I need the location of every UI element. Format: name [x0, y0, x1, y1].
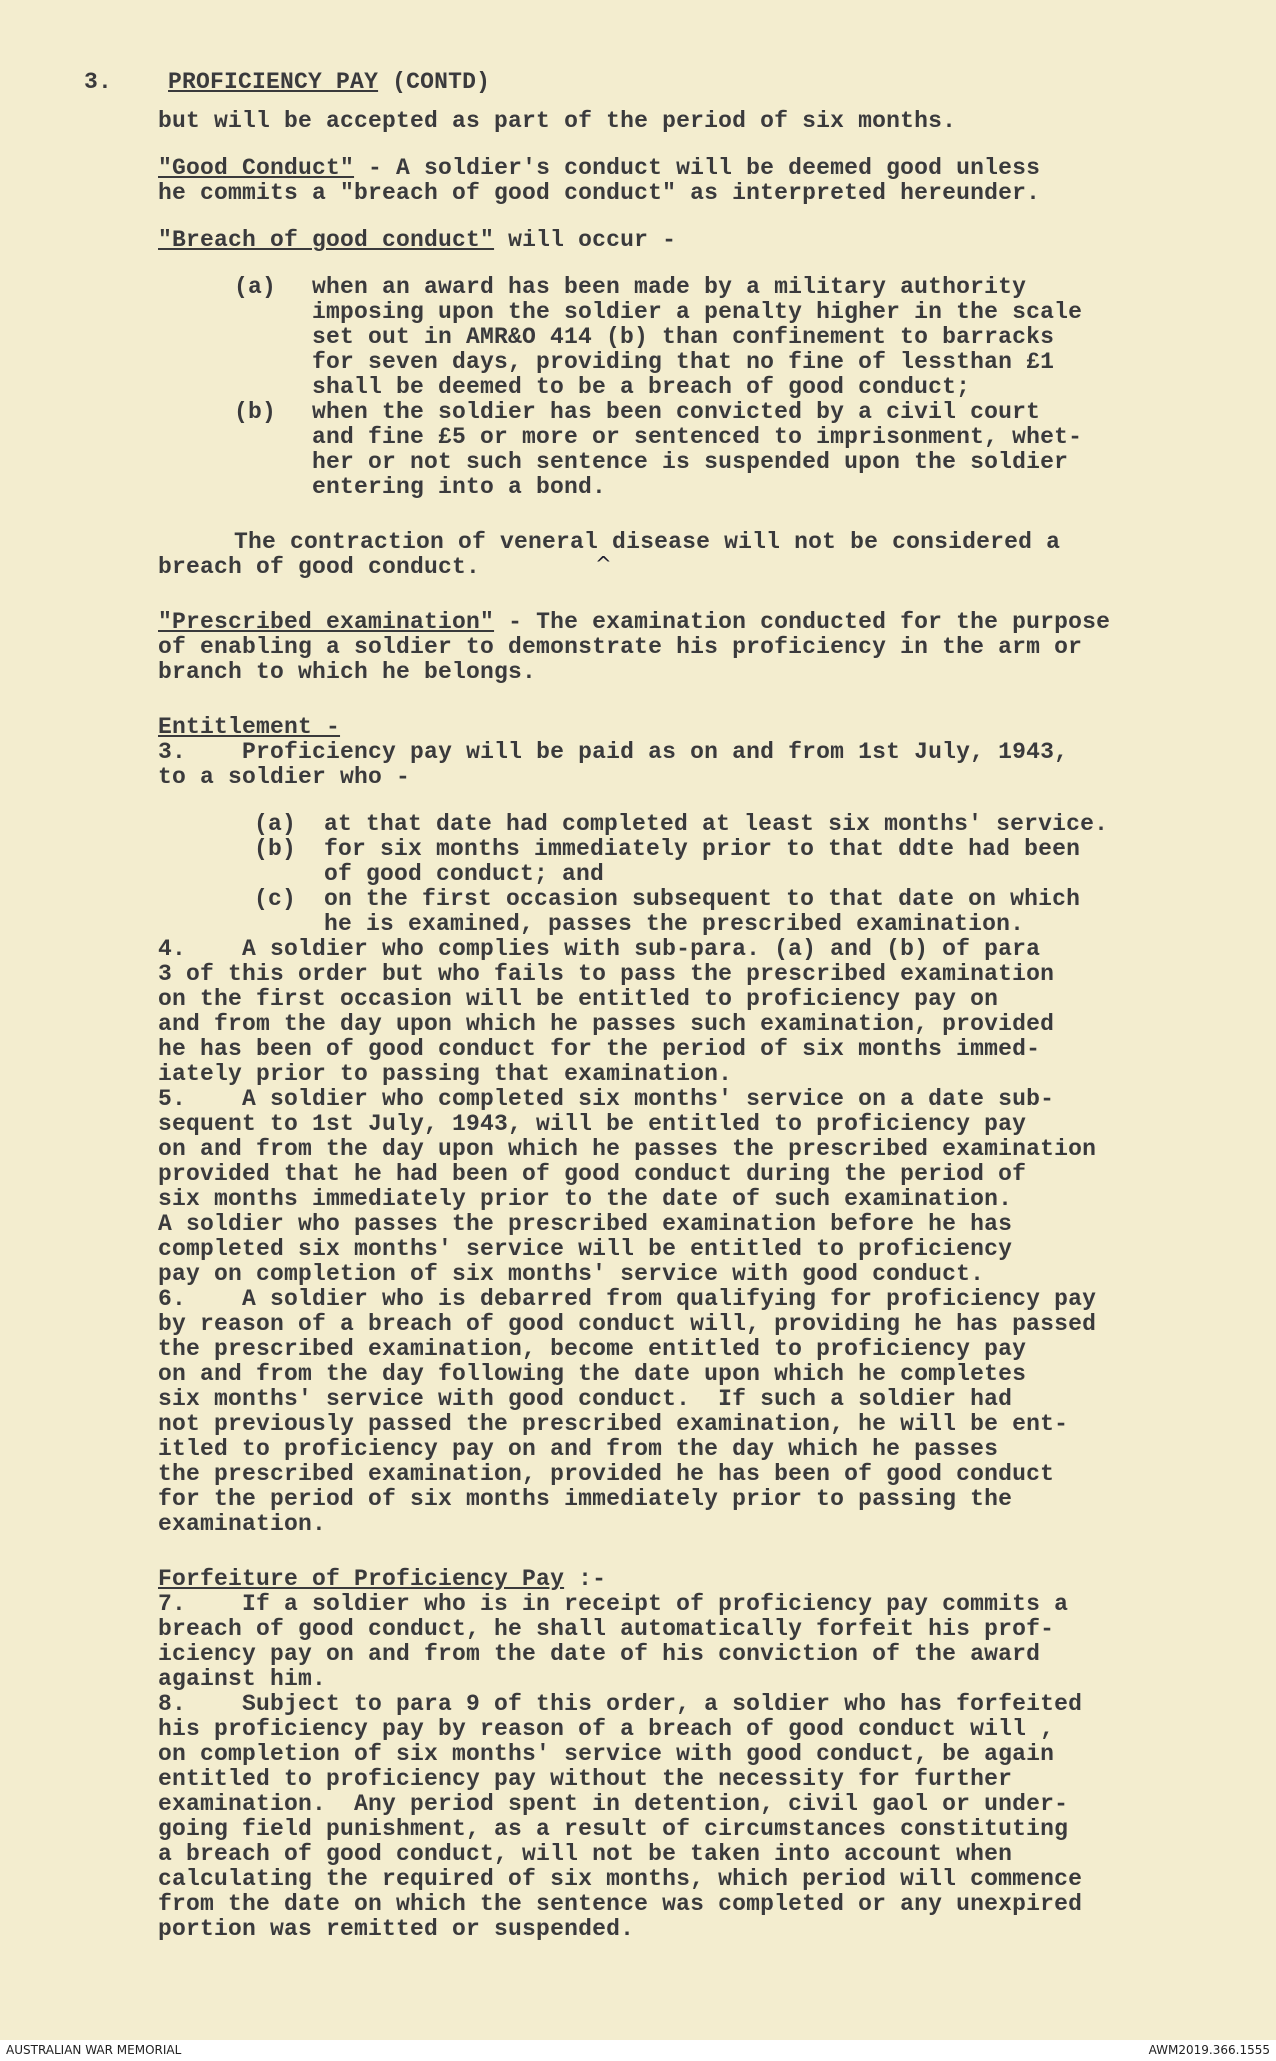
para5-line: six months immediately prior to the date of such examination.	[158, 1186, 1013, 1212]
breach-item-label: (a)	[234, 274, 277, 300]
breach-item-line: imposing upon the soldier a penalty higher in the scale	[312, 299, 1083, 325]
entitlement-heading: Entitlement -	[158, 714, 341, 740]
para8-line: 8. Subject to para 9 of this order, a soldier who has forfeited	[158, 1691, 1083, 1717]
breach-items	[84, 275, 1184, 500]
entitlement-item-line: of good conduct; and	[324, 861, 605, 887]
breach-item-label: (b)	[234, 399, 277, 425]
entitlement-section	[84, 715, 1184, 790]
para5-line: A soldier who passes the prescribed examination before he has	[158, 1211, 1013, 1237]
entitlement-item-line: he is examined, passes the prescribed examination.	[324, 911, 1025, 937]
para8-line: on completion of six months' service with good conduct, be again	[158, 1741, 1055, 1767]
venereal-line2: breach of good conduct.	[158, 554, 481, 580]
para5-line: sequent to 1st July, 1943, will be entitled to proficiency pay	[158, 1111, 1027, 1137]
breach-rest: will occur -	[494, 227, 677, 253]
entitlement-item-label: (c)	[254, 886, 297, 912]
breach-item-line: for seven days, providing that no fine of lessthan £1	[312, 349, 1055, 375]
para8-line: going field punishment, as a result of circumstances constituting	[158, 1816, 1069, 1842]
para3-line2: to a soldier who -	[158, 764, 411, 790]
entitlement-item-line: for six months immediately prior to that ddte had been	[324, 836, 1081, 862]
para6-line: for the period of six months immediately prior to passing the	[158, 1486, 1013, 1512]
para8-line: from the date on which the sentence was completed or any unexpired	[158, 1891, 1083, 1917]
para8-line: his proficiency pay by reason of a breach of good conduct will ,	[158, 1716, 1055, 1742]
para7-line: against him.	[158, 1666, 327, 1692]
prescribed-definition	[84, 610, 1184, 685]
para6-line: the prescribed examination, become entitled to proficiency pay	[158, 1336, 1027, 1362]
para8-line: examination. Any period spent in detention, civil gaol or under-	[158, 1791, 1069, 1817]
para6-line: itled to proficiency pay on and from the day which he passes	[158, 1436, 999, 1462]
paragraph-6	[84, 1287, 1184, 1537]
handwritten-caret-mark: ^	[595, 552, 612, 576]
venereal-paragraph	[84, 530, 1184, 580]
para3-number: 3.	[158, 739, 187, 765]
breach-item-line: set out in AMR&O 414 (b) than confinement to barracks	[312, 324, 1055, 350]
paragraph-5	[84, 1087, 1184, 1287]
section-number: 3.	[84, 69, 113, 95]
good-conduct-definition	[84, 156, 1184, 206]
para7-line: 7. If a soldier who is in receipt of proficiency pay commits a	[158, 1591, 1069, 1617]
para6-line: on and from the day following the date upon which he completes	[158, 1361, 1027, 1387]
breach-item-b	[234, 400, 1184, 500]
para6-line: not previously passed the prescribed examination, he will be ent-	[158, 1411, 1069, 1437]
paragraph-4	[84, 937, 1184, 1087]
entitlement-item-a	[254, 812, 1184, 837]
para7-line: breach of good conduct, he shall automatically forfeit his prof-	[158, 1616, 1055, 1642]
forfeiture-heading: Forfeiture of Proficiency Pay	[158, 1566, 565, 1592]
footer-institution: AUSTRALIAN WAR MEMORIAL	[6, 2043, 182, 2057]
intro-line: but will be accepted as part of the period of six months.	[158, 108, 957, 134]
good-conduct-line1: - A soldier's conduct will be deemed good unless	[354, 155, 1041, 181]
para4-line: 4. A soldier who complies with sub-para. (a) and (b) of para	[158, 936, 1041, 962]
good-conduct-term: "Good Conduct"	[158, 155, 355, 181]
para8-line: calculating the required of six months, which period will commence	[158, 1866, 1083, 1892]
para4-line: and from the day upon which he passes such examination, provided	[158, 1011, 1055, 1037]
document-body	[84, 70, 1184, 1942]
para4-line: 3 of this order but who fails to pass the prescribed examination	[158, 961, 1055, 987]
breach-item-line: when the soldier has been convicted by a civil court	[312, 399, 1041, 425]
para6-line: the prescribed examination, provided he has been of good conduct	[158, 1461, 1055, 1487]
para6-line: six months' service with good conduct. If such a soldier had	[158, 1386, 1013, 1412]
entitlement-items	[84, 812, 1184, 937]
prescribed-term: "Prescribed examination"	[158, 609, 495, 635]
para6-line: by reason of a breach of good conduct will, providing he has passed	[158, 1311, 1097, 1337]
section-contd: (CONTD)	[392, 69, 491, 95]
breach-term: "Breach of good conduct"	[158, 227, 495, 253]
entitlement-item-label: (b)	[254, 836, 297, 862]
para5-line: pay on completion of six months' service with good conduct.	[158, 1261, 985, 1287]
venereal-line1: The contraction of veneral disease will not be considered a	[234, 529, 1061, 555]
para8-line: entitled to proficiency pay without the necessity for further	[158, 1766, 1013, 1792]
breach-item-line: and fine £5 or more or sentenced to imprisonment, whet-	[312, 424, 1083, 450]
archive-footer	[0, 2040, 1276, 2061]
entitlement-item-c	[254, 887, 1184, 937]
section-title: PROFICIENCY PAY	[168, 69, 379, 95]
para6-line: examination.	[158, 1511, 327, 1537]
entitlement-item-line: at that date had completed at least six months' service.	[324, 811, 1109, 837]
breach-item-line: when an award has been made by a military authority	[312, 274, 1027, 300]
para5-line: completed six months' service will be entitled to proficiency	[158, 1236, 1013, 1262]
para4-line: he has been of good conduct for the period of six months immed-	[158, 1036, 1041, 1062]
breach-definition	[84, 228, 1184, 253]
breach-item-line: shall be deemed to be a breach of good conduct;	[312, 374, 971, 400]
para5-line: 5. A soldier who completed six months' service on a date sub-	[158, 1086, 1055, 1112]
para8-line: portion was remitted or suspended.	[158, 1916, 635, 1942]
para5-line: provided that he had been of good conduct during the period of	[158, 1161, 1027, 1187]
entitlement-item-label: (a)	[254, 811, 297, 837]
prescribed-line3: branch to which he belongs.	[158, 659, 537, 685]
para5-line: on and from the day upon which he passes the prescribed examination	[158, 1136, 1097, 1162]
section-header	[84, 70, 1184, 95]
para3-line1: Proficiency pay will be paid as on and from 1st July, 1943,	[242, 739, 1069, 765]
forfeiture-heading-suffix: :-	[564, 1566, 607, 1592]
breach-item-line: entering into a bond.	[312, 474, 607, 500]
forfeiture-section	[84, 1567, 1184, 1942]
para6-line: 6. A soldier who is debarred from qualifying for proficiency pay	[158, 1286, 1097, 1312]
para8-line: a breach of good conduct, will not be taken into account when	[158, 1841, 1013, 1867]
entitlement-item-b	[254, 837, 1184, 887]
breach-item-a	[234, 275, 1184, 400]
good-conduct-line2: he commits a "breach of good conduct" as interpreted hereunder.	[158, 180, 1041, 206]
breach-item-line: her or not such sentence is suspended upon the soldier	[312, 449, 1069, 475]
para4-line: iately prior to passing that examination.	[158, 1061, 733, 1087]
para7-line: iciency pay on and from the date of his conviction of the award	[158, 1641, 1041, 1667]
prescribed-line1: - The examination conducted for the purpose	[494, 609, 1111, 635]
footer-reference-id: AWM2019.366.1555	[1148, 2043, 1270, 2057]
prescribed-line2: of enabling a soldier to demonstrate his proficiency in the arm or	[158, 634, 1083, 660]
entitlement-item-line: on the first occasion subsequent to that date on which	[324, 886, 1081, 912]
para4-line: on the first occasion will be entitled to proficiency pay on	[158, 986, 999, 1012]
